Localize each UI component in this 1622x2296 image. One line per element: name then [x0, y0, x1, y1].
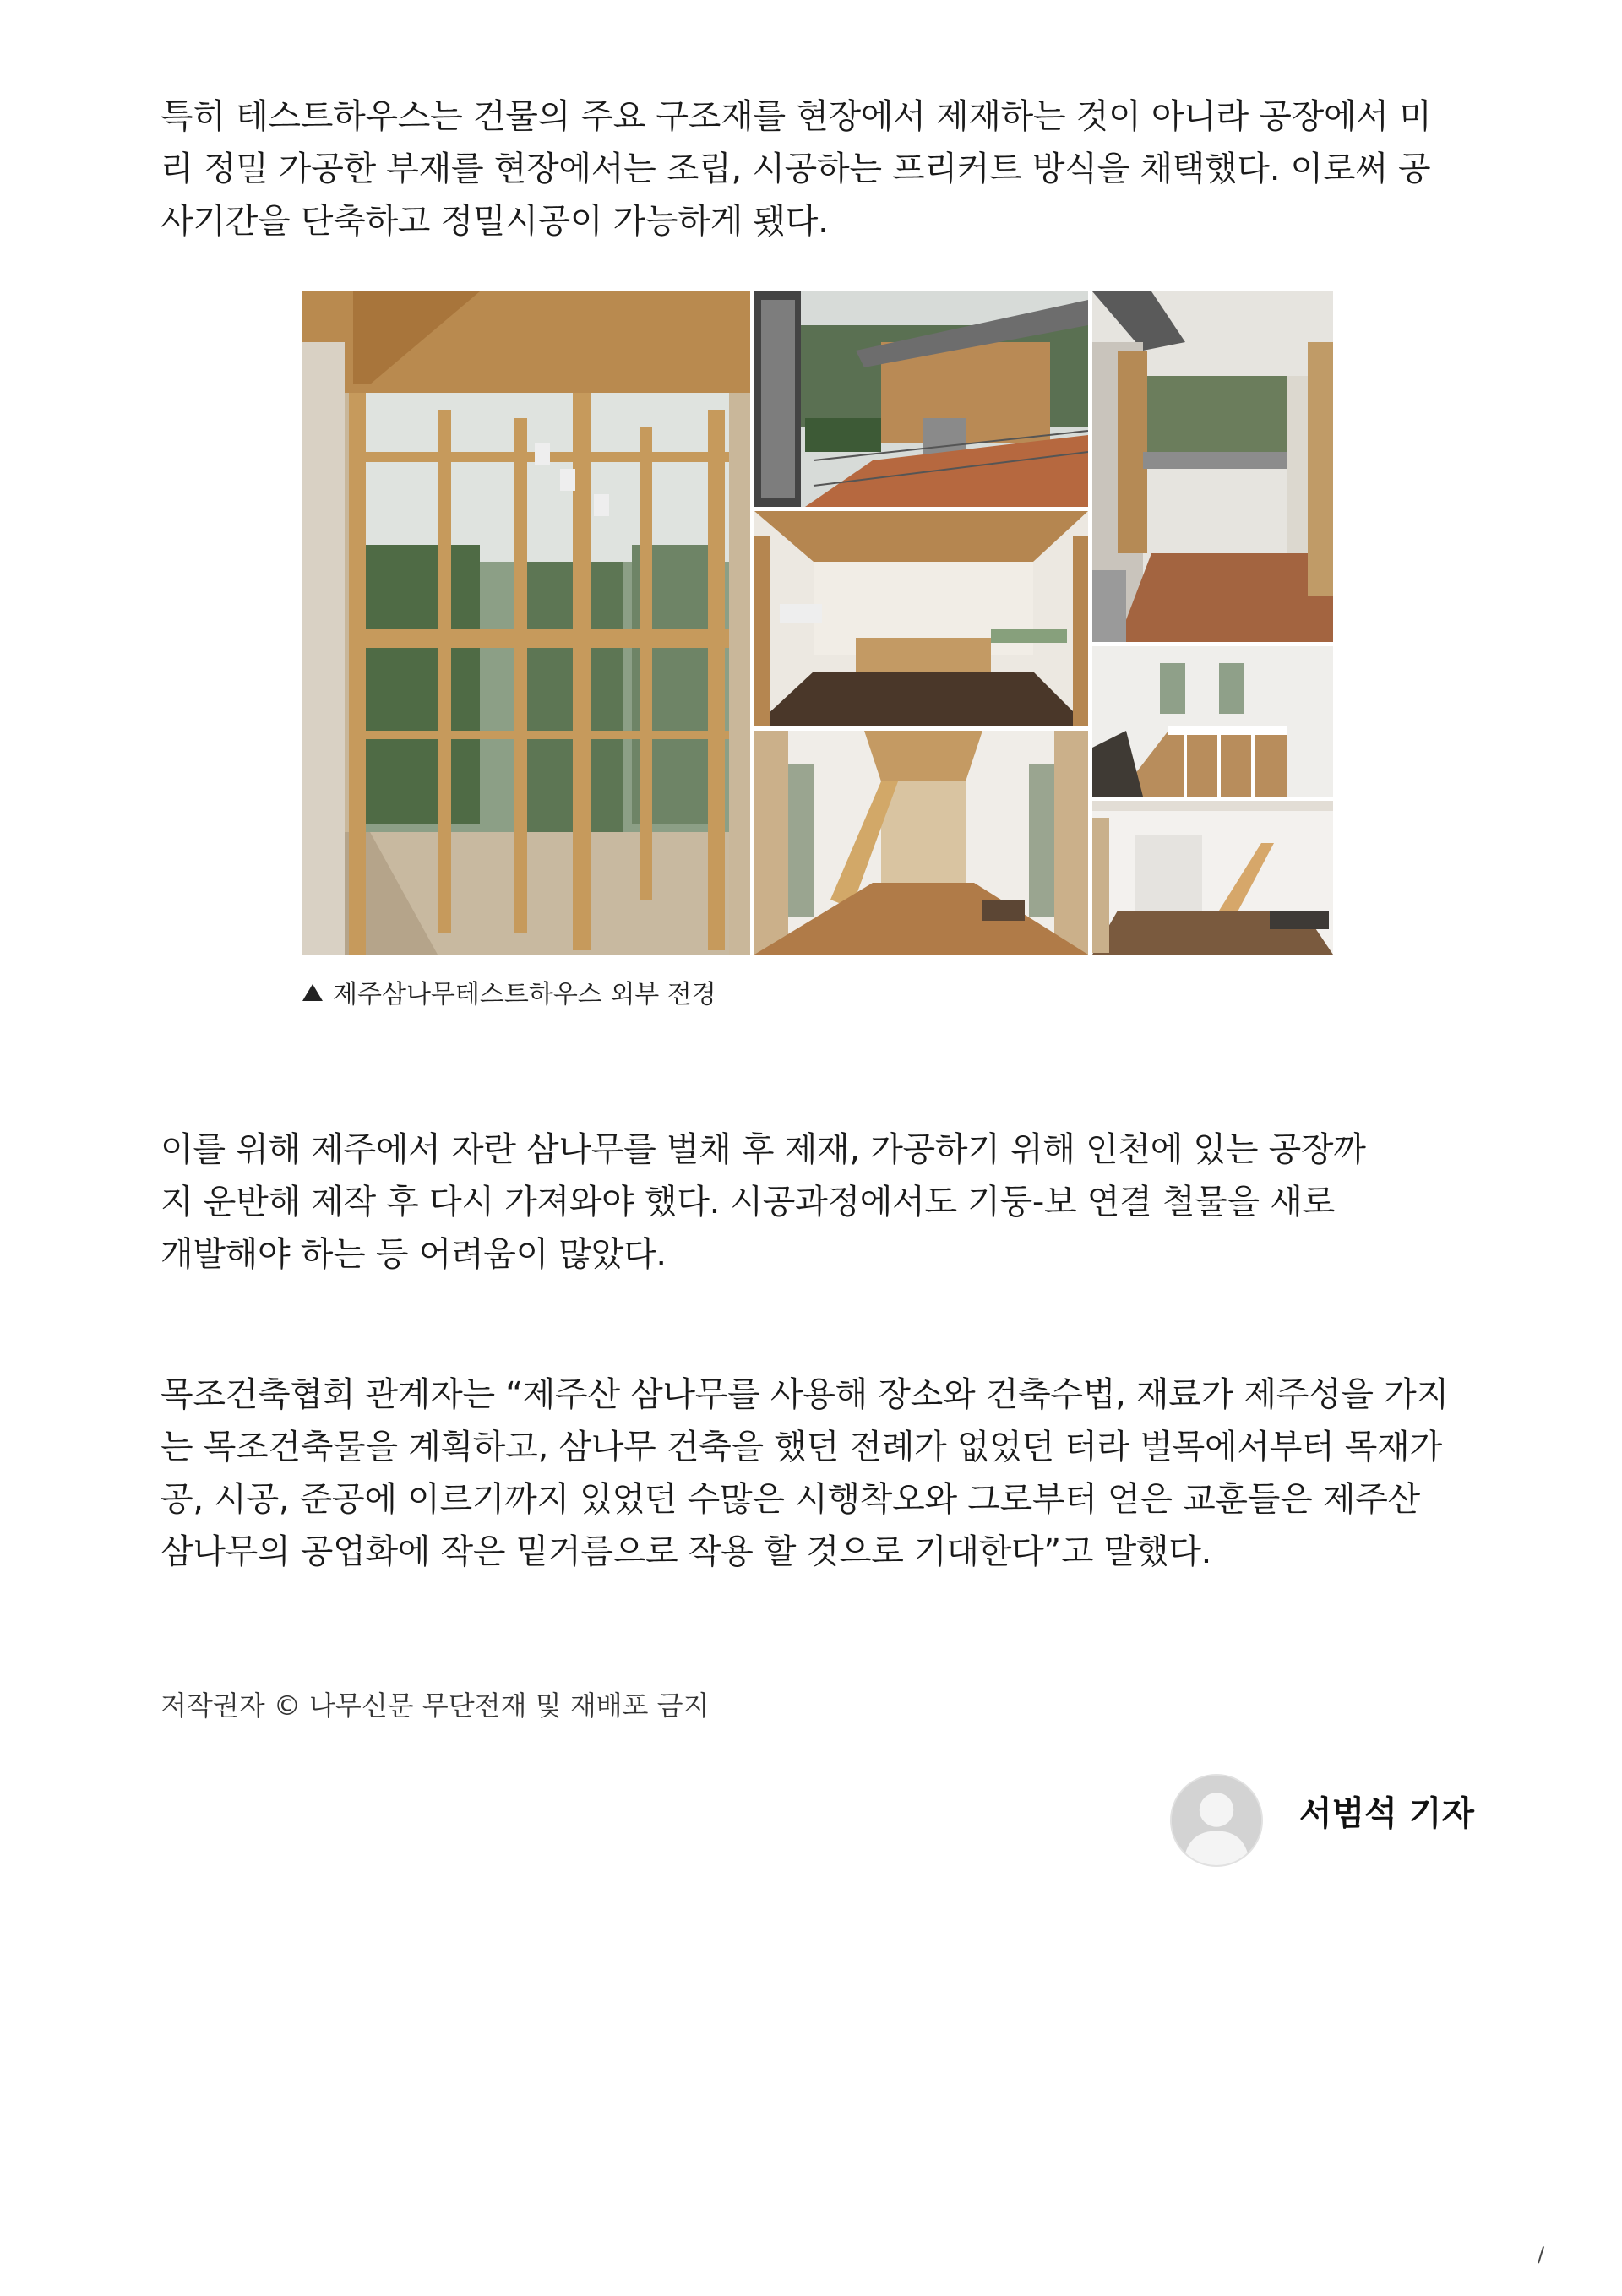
- photo-stair-opening: [1092, 646, 1333, 797]
- paragraph-line: 이를 위해 제주에서 자란 삼나무를 벌채 후 제재, 가공하기 위해 인천에 있는 공장까: [161, 1130, 1366, 1169]
- paragraph-line: 개발해야 하는 등 어려움이 많았다.: [161, 1235, 667, 1274]
- paragraph-line: 특히 테스트하우스는 건물의 주요 구조재를 현장에서 제재하는 것이 아니라 공장에서 미: [161, 97, 1432, 136]
- paragraph-line: 공, 시공, 준공에 이르기까지 있었던 수많은 시행착오와 그로부터 얻은 교훈들은 제주산: [161, 1480, 1420, 1519]
- paragraph-line: 삼나무의 공업화에 작은 밑거름으로 작용 할 것으로 기대한다”고 말했다.: [161, 1532, 1212, 1571]
- photo-interior-kitchen: [1092, 801, 1333, 955]
- paragraph-line: 지 운반해 제작 후 다시 가져와야 했다. 시공과정에서도 기둥-보 연결 철물을 새로: [161, 1183, 1335, 1221]
- author-name[interactable]: 서범석 기자: [1298, 1794, 1474, 1833]
- copyright-notice: 저작권자 © 나무신문 무단전재 및 재배포 금지: [161, 1689, 710, 1722]
- user-silhouette-icon: [1172, 1776, 1261, 1865]
- article-paragraph-1: [161, 90, 1474, 248]
- paragraph-line: 는 목조건축물을 계획하고, 삼나무 건축을 했던 전례가 없었던 터라 벌목에서부터 목재가: [161, 1428, 1442, 1466]
- photo-interior-living: [754, 511, 1088, 726]
- photo-interior-staircase: [754, 731, 1088, 955]
- author-byline[interactable]: [1170, 1770, 1474, 1869]
- avatar[interactable]: [1170, 1774, 1263, 1867]
- photo-caption: [302, 978, 716, 1012]
- article-paragraph-2: [161, 1124, 1474, 1281]
- photo-exterior-deck: [754, 291, 1088, 507]
- article-paragraph-3: [161, 1368, 1474, 1578]
- paragraph-line: 리 정밀 가공한 부재를 현장에서는 조립, 시공하는 프리커트 방식을 채택했다. 이로써 공: [161, 150, 1431, 188]
- paragraph-line: 사기간을 단축하고 정밀시공이 가능하게 됐다.: [161, 202, 829, 241]
- photo-interior-corner-windows: [302, 291, 750, 955]
- caption-text: 제주삼나무테스트하우스 외부 전경: [333, 980, 716, 1009]
- photo-terrace: [1092, 291, 1333, 642]
- triangle-up-icon: [302, 984, 323, 1001]
- page-marker: /: [1538, 2243, 1545, 2266]
- photo-collage: [302, 291, 1333, 955]
- paragraph-line: 목조건축협회 관계자는 “제주산 삼나무를 사용해 장소와 건축수법, 재료가 제주성을 가지: [161, 1375, 1449, 1414]
